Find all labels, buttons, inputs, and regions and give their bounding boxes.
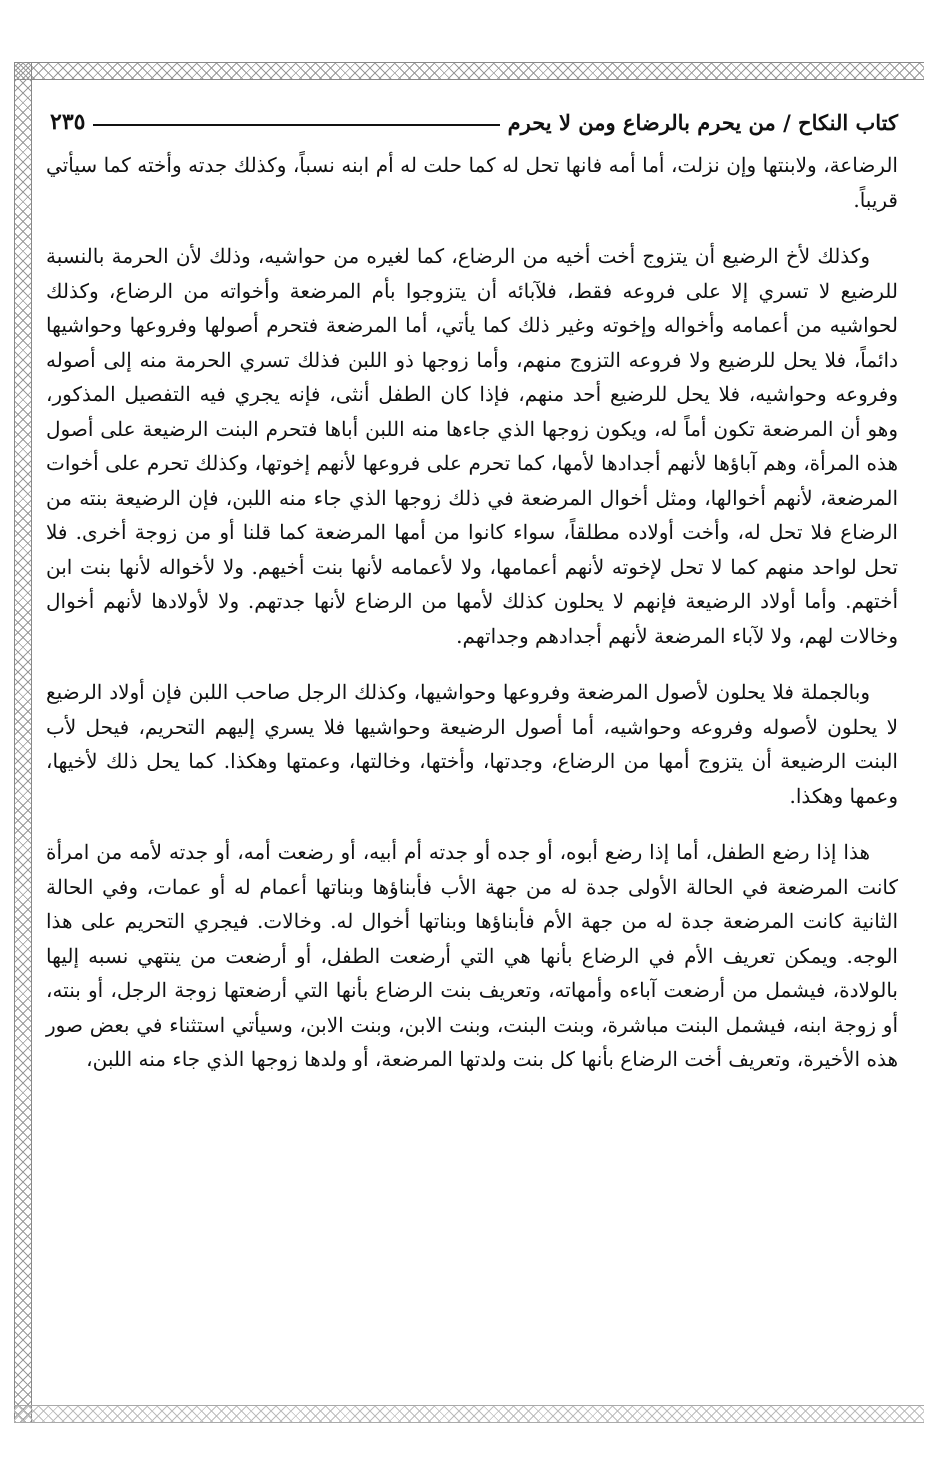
ornamental-border-bottom <box>14 1405 924 1423</box>
paragraph: هذا إذا رضع الطفل، أما إذا رضع أبوه، أو جده أو جدته أم أبيه، أو رضعت أمه، أو جدته لأمه من امرأة كانت المرضعة في الحالة الأولى جدة له من جهة الأب فأبناؤها وبناتها أعمام له أو عمات، وفي الحالة الثانية كانت المرضعة جدة له من جهة الأم فأبناؤها وبناتها أخوال له. وخالات. فيجري التحريم على هذا الوجه. ويمكن تعريف الأم في الرضاع بأنها هي التي أرضعت الطفل، أو أرضعت من ينتهي نسبه إليها بالولادة، فيشمل من أرضعت آباءه وأمهاته، وتعريف بنت الرضاع بأنها التي أرضعتها زوجة الرجل، أو بنته، أو زوجة ابنه، فيشمل البنت مباشرة، وبنت البنت، وبنت الابن، وبنت الابن، وسيأتي استثناء في بعض صور هذه الأخيرة، وتعريف أخت الرضاع بأنها كل بنت ولدتها المرضعة، أو ولدها زوجها الذي جاء منه اللبن، <box>46 840 898 1071</box>
ornamental-border-side <box>14 62 32 1422</box>
paragraph: وبالجملة فلا يحلون لأصول المرضعة وفروعها وحواشيها، وكذلك الرجل صاحب اللبن فإن أولاد الرضيع لا يحلون لأصوله وفروعه وحواشيه، أما أصول الرضيعة وحواشيها فلا يسري إليهم التحريم، فيحل لأب البنت الرضيعة أن يتزوج أمها من الرضاع، وجدتها، وأختها، وخالتها، وعمتها وهكذا. كما يحل ذلك لأخيها، وعمها وهكذا. <box>46 680 898 808</box>
page-number: ٢٣٥ <box>50 109 86 135</box>
paragraph: وكذلك لأخ الرضيع أن يتزوج أخت أخيه من الرضاع، كما لغيره من حواشيه، وذلك لأن الحرمة بالنسبة للرضيع لا تسري إلا على فروعه فقط، فلآبائه أن يتزوجوا بأم المرضعة وأخواته من الرضاع، وكذلك لحواشيه من أعمامه وأخواله وإخوته وغير ذلك كما يأتي، أما المرضعة فتحرم أصولها وفروعها وحواشيها دائماً، فلا يحل للرضيع ولا فروعه التزوج منهم، وأما زوجها ذو اللبن فذلك تسري الحرمة منه إلى أصوله وفروعه وحواشيه، فلا يحل للرضيع أحد منهم، فإذا كان الطفل أنثى، فإنه يجري فيه التفصيل المذكور، وهو أن المرضعة تكون أماً له، ويكون زوجها الذي جاءها منه اللبن أباها فتحرم البنت الرضيعة على أصول هذه المرأة، وهم آباؤها لأنهم أجدادها لأمها، كما تحرم على فروعها لأنهم إخوتها، وكذلك تحرم على أخوات المرضعة، لأنهم أخوالها، ومثل أخوال المرضعة في ذلك زوجها الذي جاء منه اللبن، فإن الرضيعة بنته من الرضاع فلا تحل له، وأخت أولاده مطلقاً، سواء كانوا من أمها المرضعة كما قلنا أو من زوجة أخرى. فلا تحل لواحد منهم كما لا تحل لإخوته لأنهم أعمامها، ولا لأعمامه لأنها بنت أخيهم. ولا لأخواله لأنها بنت ابن أختهم. وأما أولاد الرضيعة فإنهم لا يحلون كذلك لأمها من الرضاع لأنها جدتهم. ولا لأولادها لأنهم أخوال وخالات لهم، ولا لآباء المرضعة لأنهم أجدادهم وجداتهم. <box>46 244 898 648</box>
body-text <box>46 148 898 1099</box>
header-rule <box>93 124 499 126</box>
running-title: كتاب النكاح / من يحرم بالرضاع ومن لا يحرم <box>507 109 898 135</box>
ornamental-border-top <box>14 62 924 80</box>
paragraph-continuation: الرضاعة، ولابنتها وإن نزلت، أما أمه فانها تحل له كما حلت له أم ابنه نسباً، وكذلك جدته وأخته كما سيأتي قريباً. <box>46 153 898 212</box>
page-header <box>50 104 898 140</box>
